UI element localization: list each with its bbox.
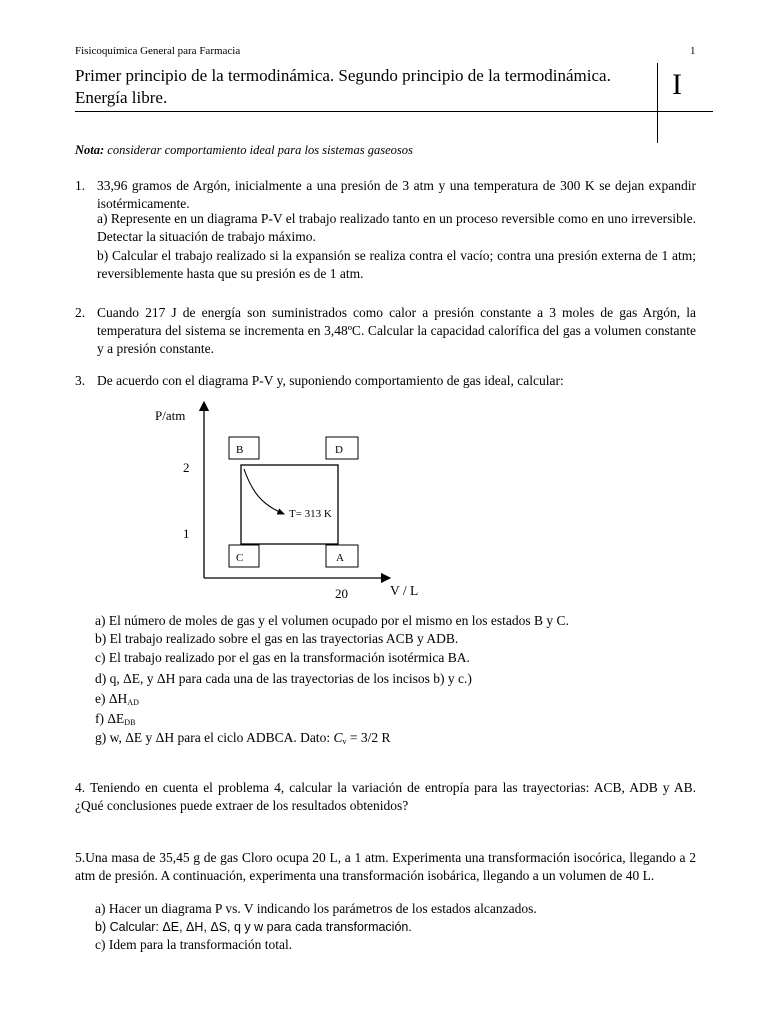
problem-3-c: c) El trabajo realizado por el gas en la transformación isotérmica BA.	[95, 650, 470, 665]
problem-3-number: 3.	[75, 373, 86, 388]
problem-1-text: 33,96 gramos de Argón, inicialmente a una presión de 3 atm y una temperatura de 300 K se dejan expandir isotérmicamente.	[97, 178, 696, 211]
page-number: 1	[690, 45, 696, 57]
problem-3-f-subscript: DB	[124, 718, 136, 727]
problem-3-g	[95, 729, 390, 751]
isotherm-curve	[244, 469, 284, 514]
problem-1-number: 1.	[75, 178, 86, 193]
problem-3-b: b) El trabajo realizado sobre el gas en las trayectorias ACB y ADB.	[95, 631, 459, 646]
problem-3-e	[95, 690, 139, 712]
problem-1-a: a) Represente en un diagrama P-V el trabajo realizado tanto en un proceso reversible como en uno irreversible. Detectar la situación de trabajo máximo.	[97, 211, 696, 244]
x-axis-label: V / L	[390, 583, 419, 598]
problem-3-g-cv: C	[333, 730, 343, 745]
problem-1-b: b) Calcular el trabajo realizado si la expansión se realiza contra el vacío; contra una presión externa de 1 atm; reversiblemente hasta que su presión es de 1 atm.	[97, 248, 696, 281]
state-d-label: D	[335, 444, 343, 456]
problem-3-text: De acuerdo con el diagrama P-V y, suponiendo comportamiento de gas ideal, calcular:	[97, 373, 564, 388]
problem-3-e-subscript: AD	[127, 698, 139, 707]
problem-5-c: c) Idem para la transformación total.	[95, 937, 293, 952]
problem-3-a: a) El número de moles de gas y el volumen ocupado por el mismo en los estados B y C.	[95, 613, 569, 628]
problem-5-text: 5.Una masa de 35,45 g de gas Cloro ocupa 20 L, a 1 atm. Experimenta una transformación isocórica, llegando a 2 atm de presión. A continuación, experimenta una transformación isobárica, llegando a un volumen de 40 L.	[75, 850, 696, 883]
problem-2-text: Cuando 217 J de energía son suministrados como calor a presión constante a 3 moles de gas Argón, la temperatura del sistema se incrementa en 3,48ºC. Calcular la capacidad calorífica del gas a volumen constante y a presión constante.	[97, 305, 696, 356]
process-cycle-rectangle	[241, 465, 338, 544]
page-title: Primer principio de la termodinámica. Segundo principio de la termodinámica. Energía libre.	[75, 66, 611, 107]
note-text: considerar comportamiento ideal para los sistemas gaseosos	[107, 143, 413, 157]
problem-2-number: 2.	[75, 305, 86, 320]
problem-3-g-end: = 3/2 R	[346, 730, 391, 745]
state-b-label: B	[236, 444, 244, 456]
problem-3-f-main: f) ΔE	[95, 711, 125, 726]
problem-5-b: b) Calcular: ΔE, ΔH, ΔS, q y w para cada transformación.	[95, 920, 412, 934]
note-label: Nota:	[75, 143, 105, 157]
state-a-label: A	[336, 552, 344, 564]
temperature-label: T= 313 K	[289, 508, 332, 520]
problem-3-g-main: g) w, ΔE y ΔH para el ciclo ADBCA. Dato:	[95, 730, 334, 745]
problem-5-a: a) Hacer un diagrama P vs. V indicando los parámetros de los estados alcanzados.	[95, 901, 537, 916]
x-tick-20: 20	[335, 586, 348, 601]
state-b-box	[229, 437, 259, 459]
y-axis-label: P/atm	[155, 408, 186, 423]
state-c-label: C	[236, 552, 244, 564]
state-c-box	[229, 545, 259, 567]
problem-3-g-cv-subscript: v	[342, 737, 347, 746]
course-header: Fisicoquímica General para Farmacia	[75, 45, 241, 57]
problem-3-d: d) q, ΔE, y ΔH para cada una de las trayectorias de los incisos b) y c.)	[95, 671, 472, 686]
chapter-numeral: I	[672, 68, 682, 101]
problem-4-text: 4. Teniendo en cuenta el problema 4, calcular la variación de entropía para las trayectorias: ACB, ADB y AB. ¿Qué conclusiones puede extraer de los resultados obtenidos?	[75, 780, 696, 813]
problem-3-e-main: e) ΔH	[95, 691, 128, 706]
y-tick-1: 1	[183, 526, 190, 541]
y-tick-2: 2	[183, 460, 190, 475]
